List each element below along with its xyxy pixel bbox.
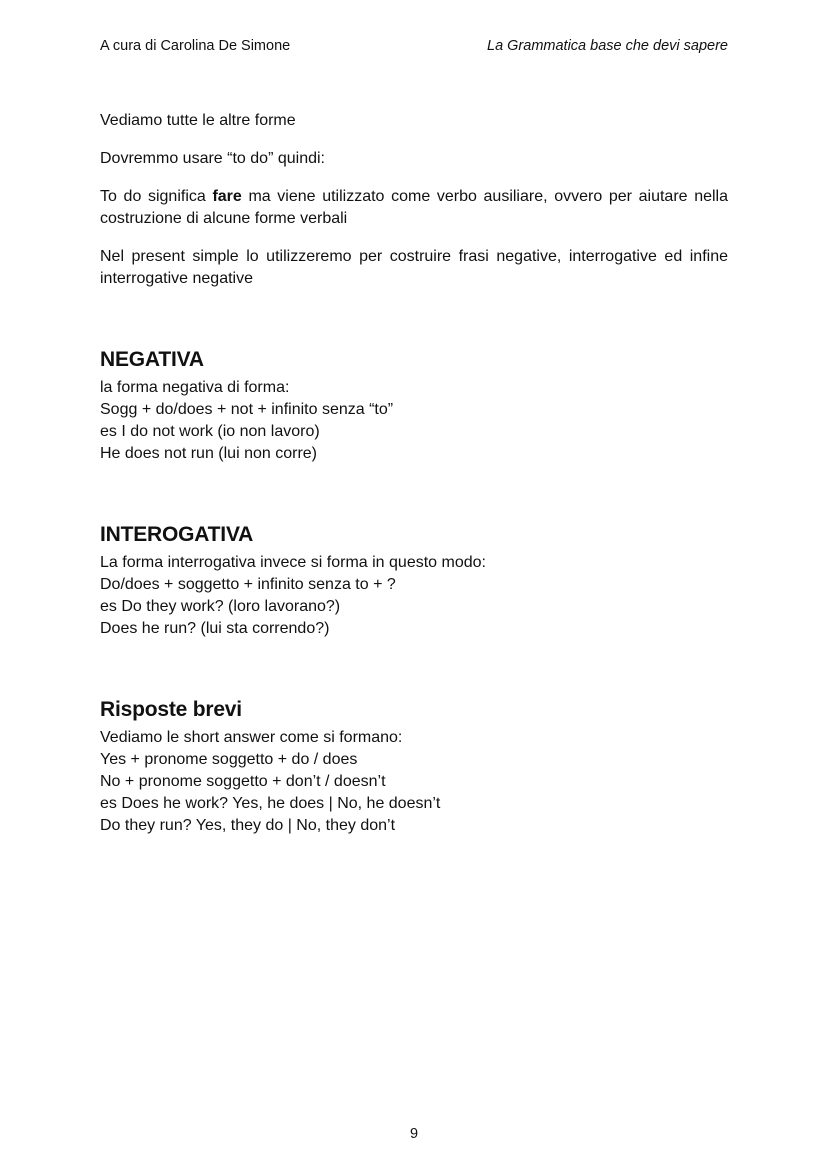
negativa-line-1: la forma negativa di forma: — [100, 379, 290, 396]
interrogativa-line-2: Do/does + soggetto + infinito senza to + ? — [100, 576, 396, 593]
risposte-line-3: No + pronome soggetto + don’t / doesn’t — [100, 773, 386, 790]
page-body — [100, 110, 728, 837]
negativa-line-4: He does not run (lui non corre) — [100, 445, 317, 462]
intro-p3-text-start: To do significa — [100, 188, 213, 205]
interrogativa-line-1: La forma interrogativa invece si forma in questo modo: — [100, 554, 486, 571]
section-title-interrogativa: INTEROGATIVA — [100, 523, 254, 546]
negativa-line-2: Sogg + do/does + not + infinito senza “to” — [100, 401, 394, 418]
risposte-line-5: Do they run? Yes, they do | No, they don’t — [100, 817, 396, 834]
section-risposte-brevi — [100, 697, 728, 837]
intro-paragraph-4: Nel present simple lo utilizzeremo per costruire frasi negative, interrogative ed infine interrogative negative — [100, 248, 728, 287]
intro-paragraph-1: Vediamo tutte le altre forme — [100, 112, 296, 129]
negativa-line-3: es I do not work (io non lavoro) — [100, 423, 320, 440]
risposte-line-1: Vediamo le short answer come si formano: — [100, 729, 403, 746]
page-number: 9 — [409, 1126, 419, 1142]
intro-paragraph-3 — [100, 186, 728, 230]
page-header — [100, 38, 728, 58]
section-title-negativa: NEGATIVA — [100, 348, 204, 371]
section-title-risposte-brevi: Risposte brevi — [100, 698, 242, 721]
intro-p3-bold-word: fare — [212, 188, 242, 205]
risposte-line-4: es Does he work? Yes, he does | No, he doesn’t — [100, 795, 441, 812]
section-negativa — [100, 347, 728, 465]
interrogativa-line-3: es Do they work? (loro lavorano?) — [100, 598, 341, 615]
intro-p3-text-end: ma viene utilizzato come verbo ausiliare, ovvero per aiutare nella costruzione di alcune forme verbali — [100, 188, 729, 227]
header-book-title: La Grammatica base che devi sapere — [487, 38, 728, 54]
section-interrogativa — [100, 522, 728, 640]
intro-paragraph-2: Dovremmo usare “to do” quindi: — [100, 150, 325, 167]
header-author: A cura di Carolina De Simone — [100, 38, 291, 54]
risposte-line-2: Yes + pronome soggetto + do / does — [100, 751, 358, 768]
interrogativa-line-4: Does he run? (lui sta correndo?) — [100, 620, 330, 637]
